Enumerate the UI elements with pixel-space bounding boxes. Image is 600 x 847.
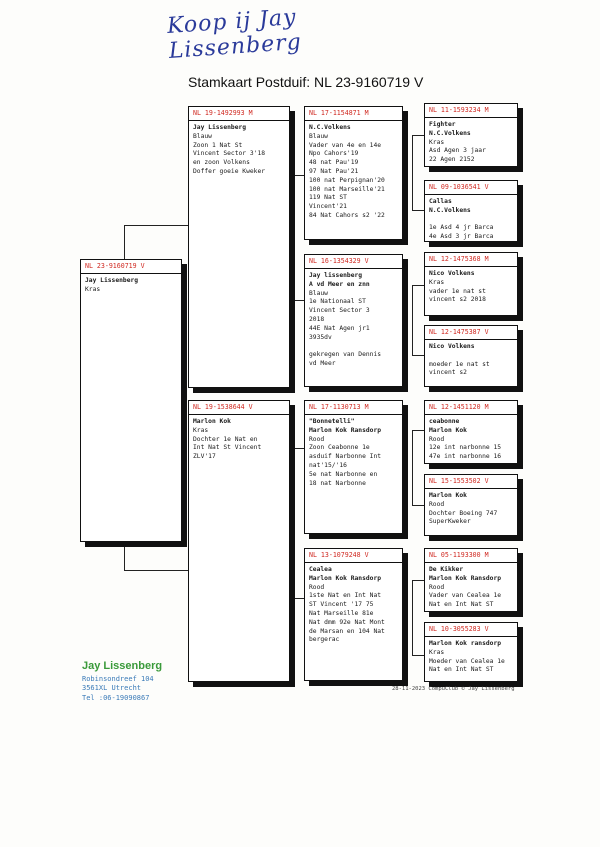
connector-line <box>412 580 424 581</box>
grandfather-maternal-card <box>304 400 403 534</box>
pigeon-name: Fighter <box>429 121 456 128</box>
connector-line <box>412 505 424 506</box>
pigeon-details: Rood 1ste Nat en Int Nat ST Vincent '17 75 Nat Marseille 81e Nat dmm 92e Nat Mont de Marsan en 104 Nat bergerac <box>309 583 385 644</box>
pigeon-details: Kras Dochter 1e Nat en Int Nat St Vincent ZLV'17 <box>193 426 262 461</box>
connector-line <box>412 580 413 655</box>
pigeon-details: Kras <box>85 285 101 293</box>
great-grandparent-card <box>424 252 518 316</box>
ring-number: NL 05-1193300 M <box>425 549 517 563</box>
connector-line <box>412 285 424 286</box>
subject-card <box>80 259 182 542</box>
pigeon-details: Kras vader 1e nat st vincent s2 2018 <box>429 278 486 304</box>
pigeon-name: Jay lissenberg <box>309 272 363 279</box>
pigeon-name: Marlon Kok ransdorp <box>429 640 502 647</box>
great-grandparent-card <box>424 622 518 682</box>
great-grandparent-card <box>424 400 518 464</box>
pigeon-name: Nico Volkens <box>429 270 475 277</box>
grandmother-maternal-card <box>304 548 403 681</box>
page-title: Stamkaart Postduif: NL 23-9160719 V <box>188 74 424 90</box>
pigeon-details: Rood Vader van Cealea 1e Nat en Int Nat ST <box>429 583 502 609</box>
pigeon-name: Cealea <box>309 566 332 573</box>
connector-line <box>124 570 188 571</box>
connector-line <box>412 285 413 355</box>
connector-line <box>412 210 424 211</box>
pigeon-details: Rood Zoon Ceabonne 1e asduif Narbonne Int nat'15/'16 5e nat Narbonne en 18 nat Narbonne <box>309 435 382 487</box>
connector-line <box>294 175 304 176</box>
great-grandparent-card <box>424 103 518 167</box>
connector-line <box>412 135 424 136</box>
pigeon-details: Kras Asd Agen 3 jaar 22 Agen 2152 <box>429 138 486 164</box>
great-grandparent-card <box>424 180 518 242</box>
connector-line <box>412 655 424 656</box>
ring-number: NL 09-1036541 V <box>425 181 517 195</box>
pigeon-name-second: Marlon Kok Ransdorp <box>309 426 382 434</box>
ring-number: NL 12-1475387 V <box>425 326 517 340</box>
handwritten-note: Koop ij Jay Lissenberg <box>166 5 303 64</box>
pigeon-name-second: A vd Meer en znn <box>309 280 370 288</box>
ring-number: NL 23-9160719 V <box>81 260 181 274</box>
pigeon-details: Blauw 1e Nationaal ST Vincent Sector 3 2018 44E Nat Agen jr1 3935dv gekregen van Dennis vd Meer <box>309 289 382 367</box>
pigeon-details: Blauw Vader van 4e en 14e Npo Cahors'19 48 nat Pau'19 97 Nat Pau'21 100 nat Perpignan'20 100 nat Marseille'21 119 Nat ST Vincent'21 84 Nat Cahors s2 '22 <box>309 132 385 219</box>
pigeon-name: Jay Lissenberg <box>193 124 247 131</box>
connector-line <box>294 448 304 449</box>
ring-number: NL 17-1154871 M <box>305 107 402 121</box>
owner-name: Jay Lissenberg <box>82 660 163 672</box>
ring-number: NL 19-1492993 M <box>189 107 289 121</box>
great-grandparent-card <box>424 474 518 536</box>
connector-line <box>124 225 188 226</box>
pigeon-name: N.C.Volkens <box>309 124 351 131</box>
ring-number: NL 15-1553502 V <box>425 475 517 489</box>
pigeon-name: "Bonnetelli" <box>309 418 355 425</box>
footer-credit: 28-11-2023 CompuClub © Jay Lissenberg <box>392 686 515 692</box>
mother-card <box>188 400 290 682</box>
pigeon-name-second: Marlon Kok Ransdorp <box>429 574 502 582</box>
grandmother-paternal-card <box>304 254 403 387</box>
connector-line <box>294 175 295 300</box>
ring-number: NL 19-1538644 V <box>189 401 289 415</box>
ring-number: NL 16-1354329 V <box>305 255 402 269</box>
connector-line <box>294 448 295 598</box>
connector-line <box>412 430 413 505</box>
pigeon-name: Marlon Kok <box>429 492 467 499</box>
pigeon-name: Jay Lissenberg <box>85 277 139 284</box>
pigeon-name: De Kikker <box>429 566 464 573</box>
father-card <box>188 106 290 388</box>
connector-line <box>294 300 304 301</box>
pigeon-name: Nico Volkens <box>429 343 475 350</box>
pigeon-details: Rood Dochter Boeing 747 SuperKweker <box>429 500 498 526</box>
pigeon-name-second: Marlon Kok Ransdorp <box>309 574 382 582</box>
great-grandparent-card <box>424 325 518 387</box>
pigeon-name-second: Marlon Kok <box>429 426 467 434</box>
owner-address: Robinsondreef 104 <box>82 674 154 683</box>
connector-line <box>124 225 125 259</box>
ring-number: NL 12-1451120 M <box>425 401 517 415</box>
pigeon-details: Kras Moeder van Cealea 1e Nat en Int Nat ST <box>429 648 505 674</box>
pigeon-name: Marlon Kok <box>193 418 231 425</box>
pigeon-details: 1e Asd 4 jr Barca 4e Asd 3 jr Barca <box>429 224 494 241</box>
owner-phone: Tel :06-19090867 <box>82 693 150 702</box>
ring-number: NL 17-1130713 M <box>305 401 402 415</box>
pigeon-name: Callas <box>429 198 452 205</box>
owner-city: 3561XL Utrecht <box>82 684 142 692</box>
pigeon-name-second: N.C.Volkens <box>429 206 471 214</box>
pigeon-details: Blauw Zoon 1 Nat St Vincent Sector 3'18 en zoon Volkens Doffer goeie Kweker <box>193 132 266 175</box>
connector-line <box>412 135 413 210</box>
grandfather-paternal-card <box>304 106 403 240</box>
connector-line <box>412 355 424 356</box>
ring-number: NL 10-3055283 V <box>425 623 517 637</box>
ring-number: NL 12-1475368 M <box>425 253 517 267</box>
pigeon-details: moeder 1e nat st vincent s2 <box>429 360 490 377</box>
connector-line <box>124 540 125 570</box>
connector-line <box>412 430 424 431</box>
ring-number: NL 11-1593234 M <box>425 104 517 118</box>
connector-line <box>294 598 304 599</box>
pigeon-name: ceabonne <box>429 418 460 425</box>
pigeon-details: Rood 12e int narbonne 15 47e int narbonne 16 <box>429 435 502 461</box>
owner-block <box>82 662 162 703</box>
pigeon-name-second: N.C.Volkens <box>429 129 471 137</box>
great-grandparent-card <box>424 548 518 612</box>
ring-number: NL 13-1079248 V <box>305 549 402 563</box>
